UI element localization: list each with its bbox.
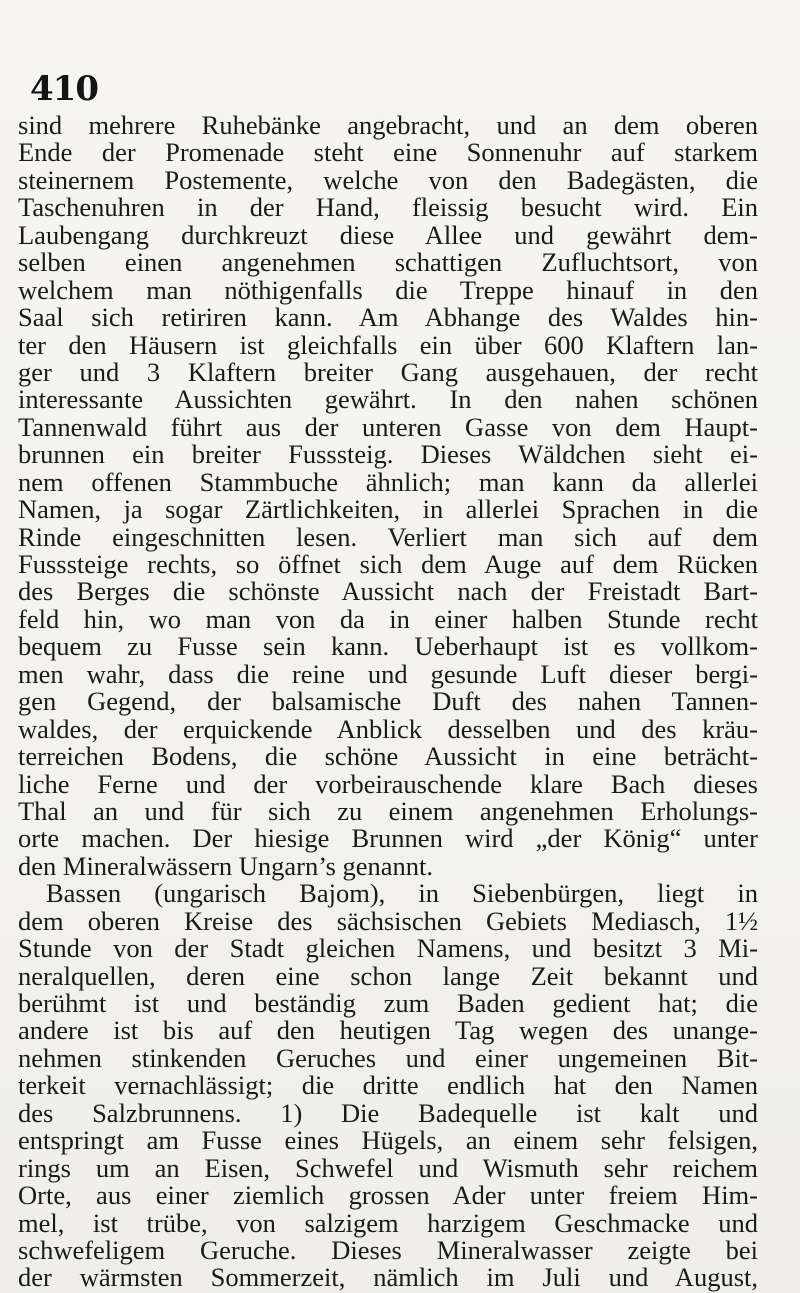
text-line: interessante Aussichten gewährt. In den nahen schönen	[18, 384, 758, 415]
text-line: Stunde von der Stadt gleichen Namens, und besitzt 3 Mi-	[18, 933, 758, 964]
text-line: Orte, aus einer ziemlich grossen Ader unter freiem Him-	[18, 1180, 758, 1211]
text-line: rings um an Eisen, Schwefel und Wismuth sehr reichem	[18, 1152, 758, 1183]
text-line: des Salzbrunnens. 1) Die Badequelle ist kalt und	[18, 1097, 758, 1128]
text-line: Fusssteige rechts, so öffnet sich dem Auge auf dem Rücken	[18, 549, 758, 579]
text-line: bequem zu Fusse sein kann. Ueberhaupt ist es vollkom-	[18, 631, 758, 662]
text-line: ter den Häusern ist gleichfalls ein über 600 Klaftern lan-	[18, 329, 758, 360]
text-line: Ende der Promenade steht eine Sonnenuhr auf starkem	[18, 137, 758, 168]
text-line: berühmt ist und beständig zum Baden gedient hat; die	[18, 988, 758, 1018]
text-line: der wärmsten Sommerzeit, nämlich im Juli und August,	[18, 1262, 758, 1293]
text-line: Namen, ja sogar Zärtlichkeiten, in allerlei Sprachen in die	[18, 494, 758, 525]
text-line: andere ist bis auf den heutigen Tag wegen des unange-	[18, 1015, 758, 1046]
text-line: men wahr, dass die reine und gesunde Luft dieser bergi-	[18, 658, 758, 689]
text-line: orte machen. Der hiesige Brunnen wird „der König“ unter	[18, 823, 758, 854]
text-line: Bassen (ungarisch Bajom), in Siebenbürgen, liegt in	[46, 878, 758, 909]
text-line: sind mehrere Ruhebänke angebracht, und an dem oberen	[18, 110, 758, 140]
page-number: 410	[30, 69, 98, 109]
text-line: brunnen ein breiter Fusssteig. Dieses Wäldchen sieht ei-	[18, 439, 758, 470]
text-line: mel, ist trübe, von salzigem harzigem Geschmacke und	[18, 1207, 758, 1238]
text-line: nehmen stinkenden Geruches und einer ungemeinen Bit-	[18, 1042, 758, 1073]
text-line: nem offenen Stammbuche ähnlich; man kann da allerlei	[18, 466, 758, 497]
text-line: neralquellen, deren eine schon lange Zeit bekannt und	[18, 960, 758, 991]
text-line: waldes, der erquickende Anblick desselben und des kräu-	[18, 713, 758, 744]
text-line: Rinde eingeschnitten lesen. Verliert man sich auf dem	[18, 521, 758, 552]
text-line: schwefeligem Geruche. Dieses Mineralwasser zeigte bei	[18, 1234, 758, 1265]
text-line: terreichen Bodens, die schöne Aussicht in eine beträcht-	[18, 741, 758, 772]
text-line: Taschenuhren in der Hand, fleissig besucht wird. Ein	[18, 192, 758, 223]
text-line: Saal sich retiriren kann. Am Abhange des Waldes hin-	[18, 302, 758, 333]
text-line: entspringt am Fusse eines Hügels, an einem sehr felsigen,	[18, 1125, 758, 1156]
text-line: feld hin, wo man von da in einer halben Stunde recht	[18, 603, 758, 634]
text-line: terkeit vernachlässigt; die dritte endlich hat den Namen	[18, 1070, 758, 1101]
text-line: Thal an und für sich zu einem angenehmen Erholungs-	[18, 795, 758, 826]
text-line: Laubengang durchkreuzt diese Allee und gewährt dem-	[18, 219, 758, 250]
text-line: ger und 3 Klaftern breiter Gang ausgehauen, der recht	[18, 356, 758, 387]
text-line: des Berges die schönste Aussicht nach der Freistadt Bart-	[18, 576, 758, 607]
text-line: dem oberen Kreise des sächsischen Gebiets Mediasch, 1½	[18, 905, 758, 936]
text-line: welchem man nöthigenfalls die Treppe hinauf in den	[18, 274, 758, 305]
body-text	[18, 112, 758, 1292]
text-line: selben einen angenehmen schattigen Zufluchtsort, von	[18, 247, 758, 278]
text-line: gen Gegend, der balsamische Duft des nahen Tannen-	[18, 686, 758, 717]
text-line: Tannenwald führt aus der unteren Gasse von dem Haupt-	[18, 411, 758, 442]
text-line: liche Ferne und der vorbeirauschende klare Bach dieses	[18, 768, 758, 799]
text-line: den Mineralwässern Ungarn’s genannt.	[18, 850, 434, 881]
text-line: steinernem Postemente, welche von den Badegästen, die	[18, 164, 758, 195]
